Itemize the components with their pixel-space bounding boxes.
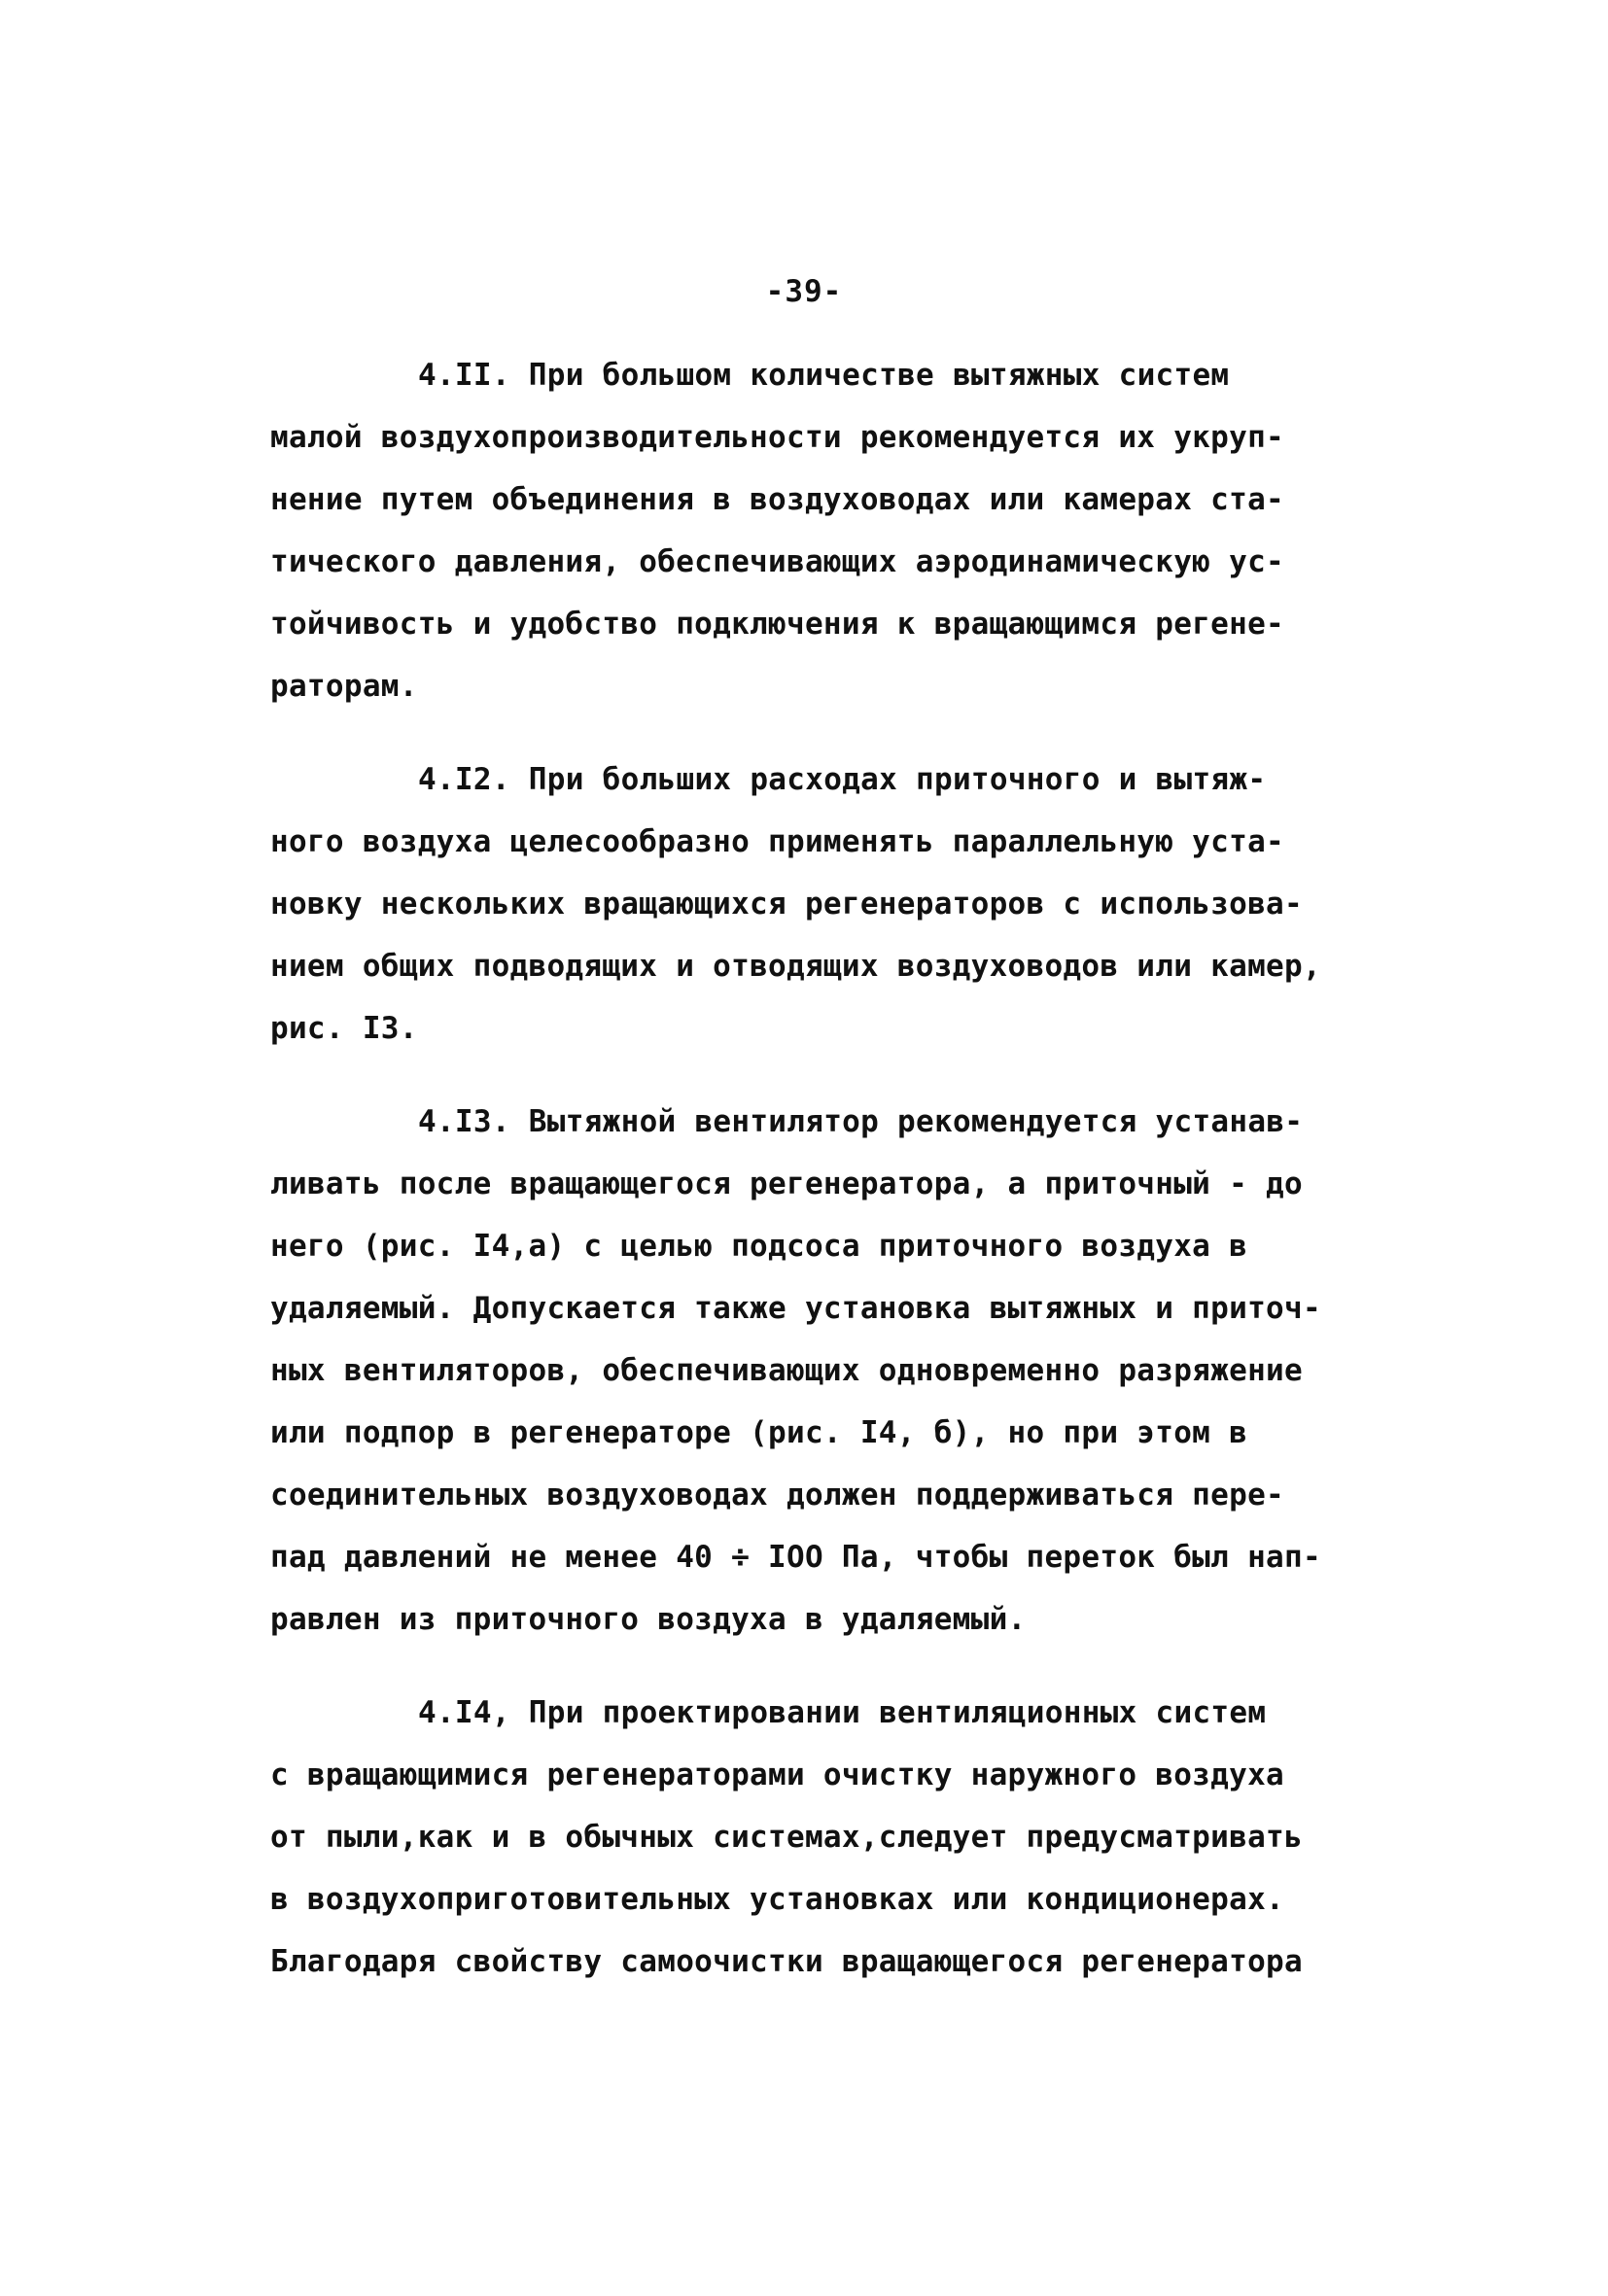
paragraph-4-11-line-4: тического давления, обеспечивающих аэродинамическую ус- [270, 544, 1284, 579]
paragraph-4-11-line-3: нение путем объединения в воздуховодах или камерах ста- [270, 482, 1284, 517]
paragraph-4-13-line-7: соединительных воздуховодах должен поддерживаться пере- [270, 1478, 1284, 1513]
paragraph-4-12-line-3: новку нескольких вращающихся регенераторов с использова- [270, 887, 1303, 922]
paragraph-4-12-line-1: 4.I2. При больших расходах приточного и вытяж- [418, 762, 1267, 797]
paragraph-4-13-line-8: пад давлений не менее 40 ÷ IOO Па, чтобы переток был нап- [270, 1540, 1321, 1575]
paragraph-4-13-line-6: или подпор в регенераторе (рис. I4, б), но при этом в [270, 1415, 1248, 1450]
paragraph-4-13-line-5: ных вентиляторов, обеспечивающих одновременно разряжение [270, 1353, 1303, 1388]
paragraph-4-13-line-4: удаляемый. Допускается также установка вытяжных и приточ- [270, 1291, 1321, 1326]
paragraph-4-11-line-6: раторам. [270, 669, 418, 704]
paragraph-4-12-line-2: ного воздуха целесообразно применять параллельную уста- [270, 824, 1284, 859]
paragraph-4-13-line-3: него (рис. I4,а) с целью подсоса приточного воздуха в [270, 1229, 1248, 1264]
paragraph-4-14-line-3: от пыли,как и в обычных системах,следует предусматривать [270, 1820, 1303, 1855]
paragraph-4-12-line-5: рис. I3. [270, 1011, 418, 1046]
paragraph-4-14-line-1: 4.I4, При проектировании вентиляционных систем [418, 1695, 1267, 1730]
paragraph-4-11-line-5: тойчивость и удобство подключения к вращающимся регене- [270, 607, 1284, 642]
paragraph-4-11-line-1: 4.II. При большом количестве вытяжных систем [418, 358, 1230, 393]
paragraph-4-13-line-2: ливать после вращающегося регенератора, а приточный - до [270, 1166, 1303, 1201]
paragraph-4-14-line-5: Благодаря свойству самоочистки вращающегося регенератора [270, 1944, 1303, 1979]
paragraph-4-14-line-4: в воздухоприготовительных установках или кондиционерах. [270, 1882, 1284, 1917]
paragraph-4-14-line-2: с вращающимися регенераторами очистку наружного воздуха [270, 1757, 1284, 1792]
page-number: -39- [765, 274, 843, 309]
paragraph-4-11-line-2: малой воздухопроизводительности рекомендуется их укруп- [270, 420, 1284, 455]
paragraph-4-12-line-4: нием общих подводящих и отводящих воздуховодов или камер, [270, 949, 1321, 984]
paragraph-4-13-line-9: равлен из приточного воздуха в удаляемый. [270, 1602, 1027, 1637]
paragraph-4-13-line-1: 4.I3. Вытяжной вентилятор рекомендуется устанав- [418, 1104, 1304, 1139]
